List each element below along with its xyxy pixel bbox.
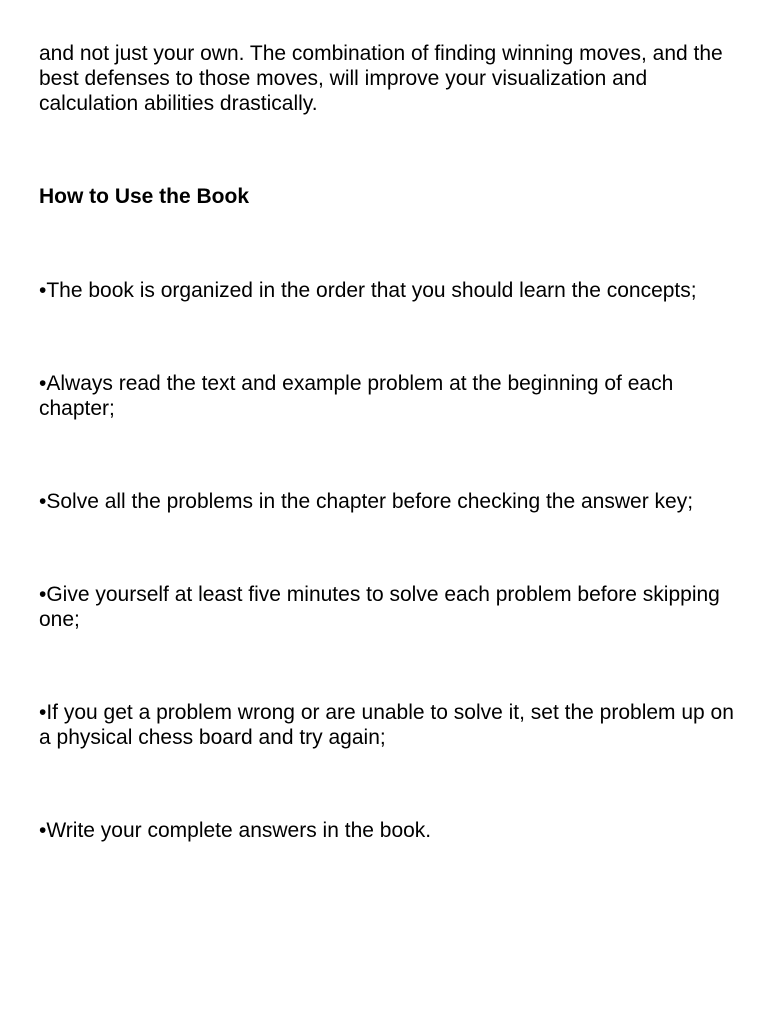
section-heading: How to Use the Book — [39, 185, 250, 208]
list-item: •Solve all the problems in the chapter before checking the answer key; — [39, 490, 694, 513]
intro-paragraph: and not just your own. The combination of finding winning moves, and the best defenses to those moves, will improve your visualization and calculation abilities drastically. — [39, 42, 723, 115]
list-item: •Give yourself at least five minutes to solve each problem before skipping one; — [39, 583, 720, 631]
instructions-list — [39, 278, 739, 843]
list-item: •The book is organized in the order that you should learn the concepts; — [39, 279, 697, 302]
list-item: •If you get a problem wrong or are unable to solve it, set the problem up on a physical chess board and try again; — [39, 701, 734, 749]
document-page — [39, 41, 739, 911]
list-item: •Write your complete answers in the book. — [39, 819, 432, 842]
list-item: •Always read the text and example problem at the beginning of each chapter; — [39, 372, 674, 420]
